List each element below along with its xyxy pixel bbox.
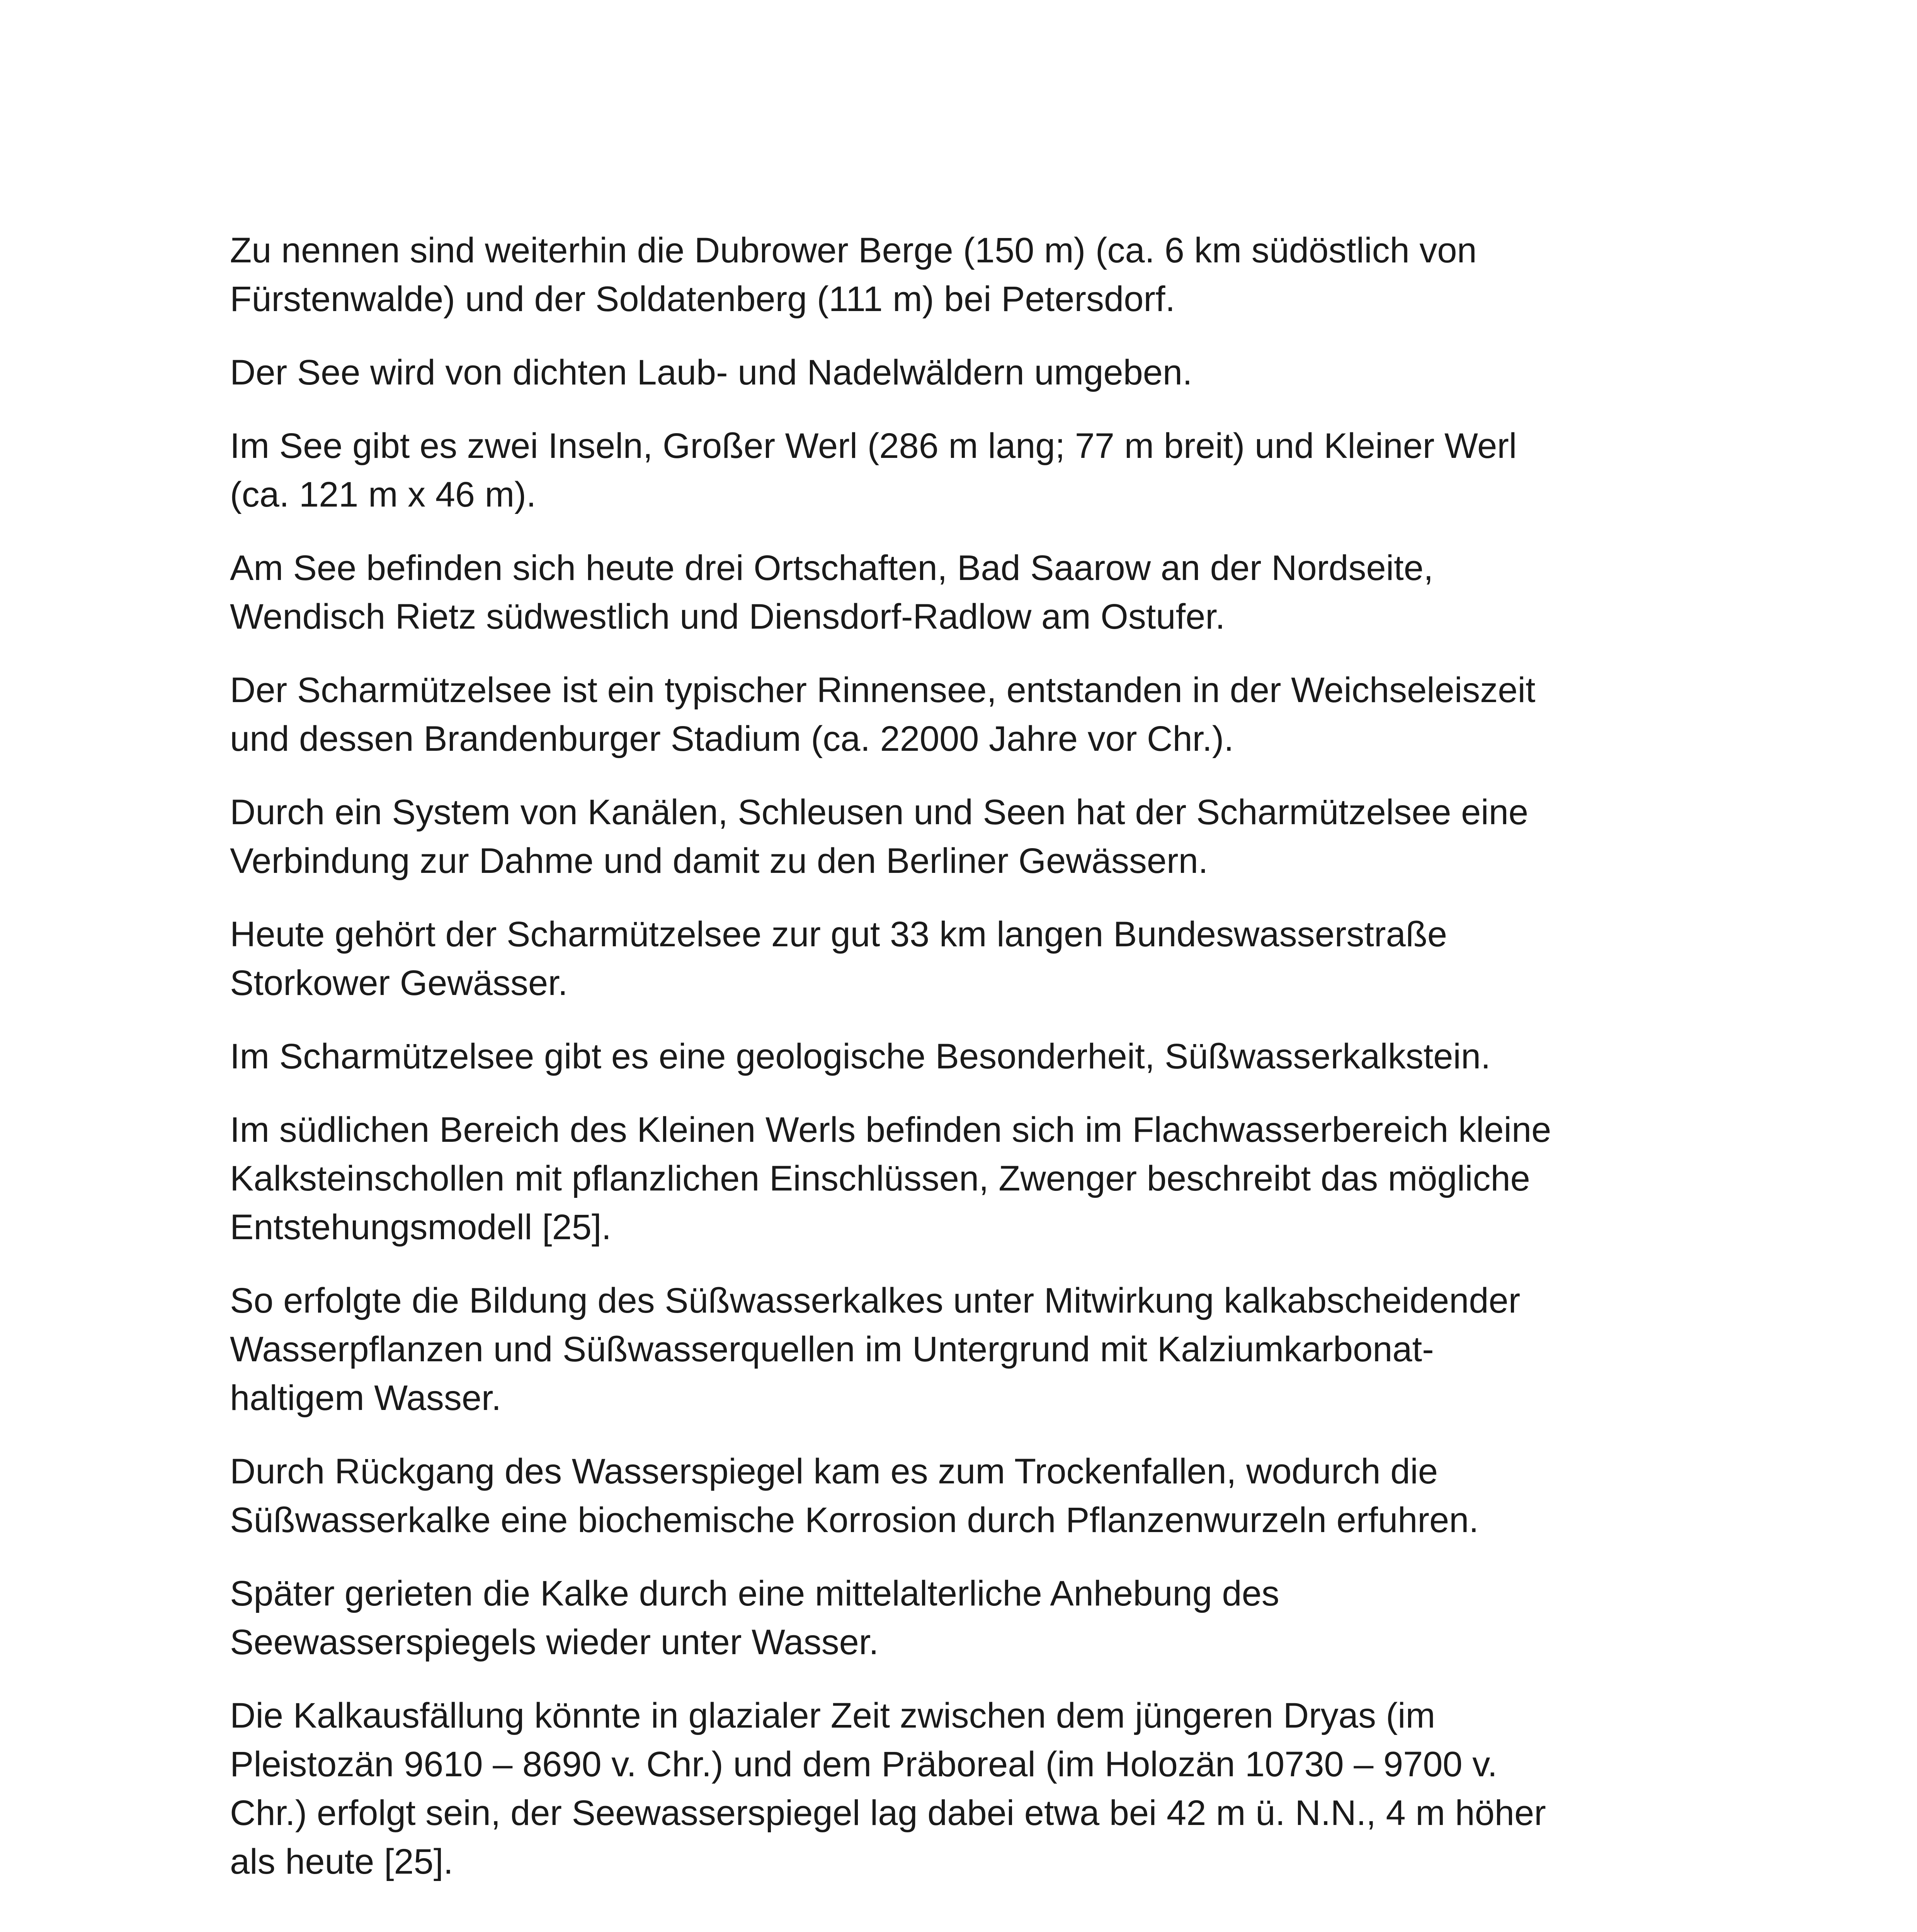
paragraph: Zu nennen sind weiterhin die Dubrower Berge (150 m) (ca. 6 km südöstlich von Fürstenwalde) und der Soldatenberg (111 m) bei Petersdorf. [230, 231, 1477, 319]
paragraph: Der See wird von dichten Laub- und Nadelwäldern umgeben. [230, 353, 1192, 392]
paragraph: Im südlichen Bereich des Kleinen Werls befinden sich im Flachwasserbereich kleine Kalksteinschollen mit pflanzlichen Einschlüssen, Zwenger beschreibt das mögliche Entstehungsmodell [25]. [230, 1110, 1551, 1247]
paragraph: Durch Rückgang des Wasserspiegel kam es zum Trockenfallen, wodurch die Süßwasserkalke eine biochemische Korrosion durch Pflanzenwurzeln erfuhren. [230, 1452, 1479, 1540]
paragraph: Durch ein System von Kanälen, Schleusen und Seen hat der Scharmützelsee eine Verbindung zur Dahme und damit zu den Berliner Gewässern. [230, 793, 1529, 881]
paragraph: Am See befinden sich heute drei Ortschaften, Bad Saarow an der Nordseite, Wendisch Rietz südwestlich und Diensdorf-Radlow am Ostufer. [230, 548, 1434, 636]
paragraph: Im See gibt es zwei Inseln, Großer Werl (286 m lang; 77 m breit) und Kleiner Werl (ca. 121 m x 46 m). [230, 426, 1517, 514]
paragraph: Heute gehört der Scharmützelsee zur gut 33 km langen Bundeswasserstraße Storkower Gewässer. [230, 915, 1448, 1003]
paragraph: Die Kalkausfällung könnte in glazialer Zeit zwischen dem jüngeren Dryas (im Pleistozän 9610 – 8690 v. Chr.) und dem Präboreal (im Holozän 10730 – 9700 v. Chr.) erfolgt sein, der Seewasserspiegel lag dabei etwa bei 42 m ü. N.N., 4 m höher als heute [25]. [230, 1696, 1546, 1881]
paragraph: Später gerieten die Kalke durch eine mittelalterliche Anhebung des Seewasserspiegels wieder unter Wasser. [230, 1574, 1279, 1662]
paragraph: Im Scharmützelsee gibt es eine geologische Besonderheit, Süßwasserkalkstein. [230, 1037, 1491, 1076]
body-text [230, 226, 1698, 1911]
paragraph: So erfolgte die Bildung des Süßwasserkalkes unter Mitwirkung kalkabscheidender Wasserpflanzen und Süßwasserquellen im Untergrund mit Kalziumkarbonat- haltigem Wasser. [230, 1281, 1521, 1418]
paragraph: Der Scharmützelsee ist ein typischer Rinnensee, entstanden in der Weichseleiszeit und dessen Brandenburger Stadium (ca. 22000 Jahre vor Chr.). [230, 670, 1536, 759]
